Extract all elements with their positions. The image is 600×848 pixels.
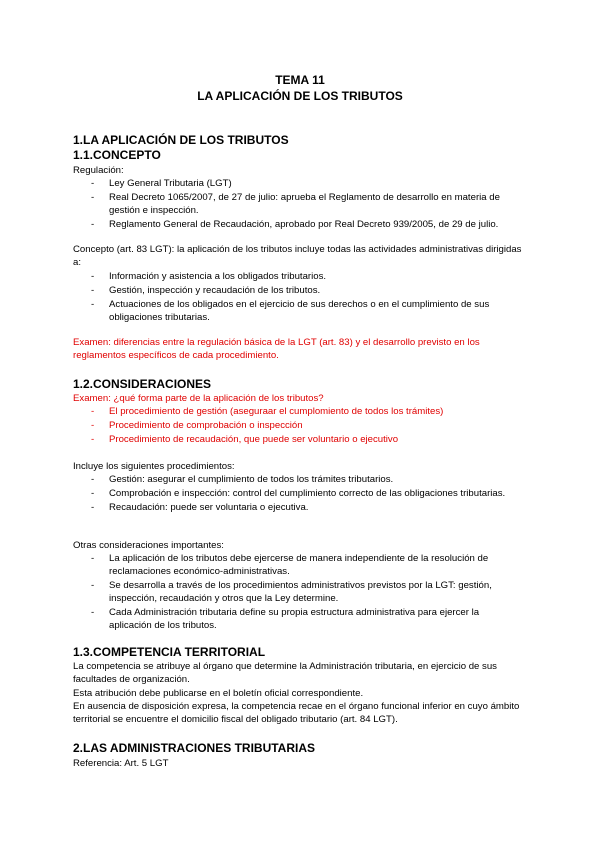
- list-item: [73, 191, 523, 217]
- section-1-1-heading: 1.1.CONCEPTO: [73, 148, 161, 162]
- regulacion-label: Regulación:: [73, 165, 124, 176]
- section-1-heading: 1.LA APLICACIÓN DE LOS TRIBUTOS: [73, 133, 289, 147]
- section-1-3-heading: 1.3.COMPETENCIA TERRITORIAL: [73, 645, 266, 659]
- list-item-text: Procedimiento de recaudación, que puede ser voluntario o ejecutivo: [109, 434, 399, 445]
- list-item: [73, 501, 523, 514]
- list-item-text: El procedimiento de gestión (aseguraar el cumplomiento de todos los trámites): [109, 406, 444, 417]
- list-item: [73, 552, 523, 578]
- list-item: [73, 270, 523, 283]
- otras-list: [73, 552, 523, 633]
- list-marker: -: [91, 271, 95, 282]
- incluye-list: [73, 473, 523, 515]
- list-item-text: Gestión, inspección y recaudación de los tributos.: [109, 285, 321, 296]
- list-item: [73, 473, 523, 486]
- list-item: [73, 419, 523, 432]
- otras-label: Otras consideraciones importantes:: [73, 540, 224, 551]
- list-marker: -: [91, 219, 95, 230]
- list-marker: -: [91, 434, 95, 445]
- list-item: [73, 177, 523, 190]
- list-marker: -: [91, 474, 95, 485]
- examen-question: Examen: ¿qué forma parte de la aplicación de los tributos?: [73, 393, 324, 404]
- list-marker: -: [91, 406, 95, 417]
- list-item-text: Información y asistencia a los obligados tributarios.: [109, 271, 327, 282]
- examen-note: Examen: diferencias entre la regulación básica de la LGT (art. 83) y el desarrollo previsto en los reglamentos específicos de cada procedimiento.: [73, 337, 480, 361]
- page-title: LA APLICACIÓN DE LOS TRIBUTOS: [197, 89, 403, 103]
- incluye-label: Incluye los siguientes procedimientos:: [73, 461, 235, 472]
- list-item-text: Gestión: asegurar el cumplimiento de todos los trámites tributarios.: [109, 474, 394, 485]
- list-item-text: Recaudación: puede ser voluntaria o ejecutiva.: [109, 502, 309, 513]
- referencia-text: Referencia: Art. 5 LGT: [73, 758, 169, 769]
- list-item-text: Reglamento General de Recaudación, aprobado por Real Decreto 939/2005, de 29 de julio.: [109, 219, 499, 230]
- competencia-p2: Esta atribución debe publicarse en el boletín oficial correspondiente.: [73, 688, 364, 699]
- list-item-text: Real Decreto 1065/2007, de 27 de julio: aprueba el Reglamento de desarrollo en materia de gestión e inspección.: [109, 192, 500, 216]
- list-marker: -: [91, 553, 95, 564]
- list-marker: -: [91, 178, 95, 189]
- list-item-text: Ley General Tributaria (LGT): [109, 178, 232, 189]
- list-marker: -: [91, 285, 95, 296]
- list-item-text: Comprobación e inspección: control del cumplimiento correcto de las obligaciones tributarias.: [109, 488, 506, 499]
- list-item: [73, 487, 523, 500]
- section-1-2-heading: 1.2.CONSIDERACIONES: [73, 377, 212, 391]
- list-item: [73, 298, 523, 324]
- concepto-paragraph: Concepto (art. 83 LGT): la aplicación de los tributos incluye todas las actividades administrativas dirigidas a:: [73, 244, 522, 268]
- list-item: [73, 606, 523, 632]
- list-item: [73, 405, 523, 418]
- list-item: [73, 433, 523, 446]
- tema-number: TEMA 11: [275, 73, 325, 87]
- examen-list: [73, 405, 523, 447]
- list-marker: -: [91, 488, 95, 499]
- regulacion-list: [73, 177, 523, 232]
- list-marker: -: [91, 607, 95, 618]
- list-item-text: Actuaciones de los obligados en el ejercicio de sus derechos o en el cumplimiento de sus obligaciones tributarias.: [109, 299, 490, 323]
- list-item-text: Procedimiento de comprobación o inspección: [109, 420, 303, 431]
- list-item-text: Se desarrolla a través de los procedimientos administrativos previstos por la LGT: gestión, inspección, recaudación y otros que la Ley determine.: [109, 580, 492, 604]
- list-item: [73, 218, 523, 231]
- list-marker: -: [91, 502, 95, 513]
- list-item-text: Cada Administración tributaria define su propia estructura administrativa para ejercer la aplicación de los tributos.: [109, 607, 480, 631]
- list-marker: -: [91, 192, 95, 203]
- competencia-p1: La competencia se atribuye al órgano que determine la Administración tributaria, en ejercicio de sus facultades de organización.: [73, 661, 497, 685]
- list-marker: -: [91, 580, 95, 591]
- concepto-list: [73, 270, 523, 325]
- list-item: [73, 284, 523, 297]
- section-2-heading: 2.LAS ADMINISTRACIONES TRIBUTARIAS: [73, 741, 316, 755]
- competencia-p3: En ausencia de disposición expresa, la competencia recae en el órgano funcional inferior en cuyo ámbito territorial se encuentre el domicilio fiscal del obligado tributario (art. 84 LGT).: [73, 701, 520, 725]
- list-item-text: La aplicación de los tributos debe ejercerse de manera independiente de la resolución de reclamaciones económico-administrativas.: [109, 553, 489, 577]
- list-marker: -: [91, 299, 95, 310]
- list-item: [73, 579, 523, 605]
- list-marker: -: [91, 420, 95, 431]
